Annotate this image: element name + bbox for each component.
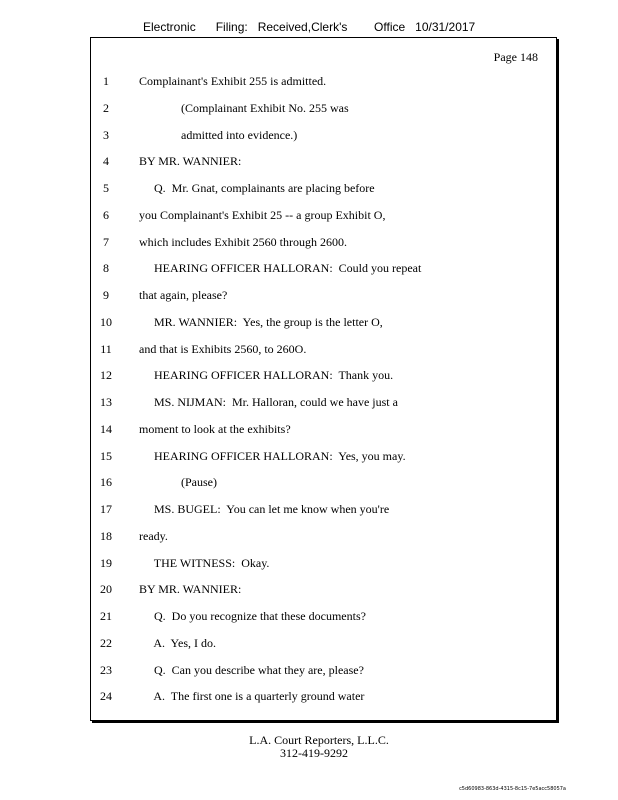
line-text: Q. Do you recognize that these documents? — [139, 609, 366, 623]
line-text: HEARING OFFICER HALLORAN: Could you repeat — [139, 261, 422, 276]
line-text: A. Yes, I do. — [139, 635, 217, 650]
line-text: admitted into evidence.) — [139, 127, 298, 142]
transcript-line — [0, 636, 618, 650]
line-number: 17 — [100, 502, 112, 516]
document-id: c5d60983-863d-4315-8c15-7e5acc58057a — [459, 786, 566, 792]
transcript-line — [0, 342, 618, 356]
transcript-line — [0, 154, 618, 168]
transcript-line — [0, 261, 618, 275]
transcript-line — [0, 422, 618, 436]
line-text: A. The first one is a quarterly ground water — [139, 689, 365, 704]
line-number: 13 — [100, 395, 112, 409]
transcript-line — [0, 582, 618, 596]
transcript-line — [0, 208, 618, 222]
line-number: 5 — [103, 181, 109, 195]
line-number: 18 — [100, 528, 112, 543]
transcript-line — [0, 101, 618, 115]
line-number: 1 — [103, 74, 109, 88]
line-text: moment to look at the exhibits? — [139, 421, 291, 436]
line-number: 20 — [100, 582, 112, 597]
line-text: BY MR. WANNIER: — [139, 154, 242, 169]
line-text: HEARING OFFICER HALLORAN: Thank you. — [139, 368, 394, 383]
line-text: Q. Can you describe what they are, please? — [139, 662, 364, 677]
line-number: 7 — [103, 234, 109, 249]
electronic-filing-header: Electronic Filing: Received,Clerk's Office 10/31/2017 — [143, 20, 476, 34]
line-number: 22 — [100, 635, 112, 650]
line-number: 19 — [100, 555, 112, 570]
transcript-line — [0, 395, 618, 409]
line-number: 10 — [100, 314, 112, 329]
line-number: 15 — [100, 448, 112, 463]
line-number: 21 — [100, 609, 112, 623]
transcript-line — [0, 74, 618, 88]
transcript-line — [0, 449, 618, 463]
court-reporter-phone: 312-419-9292 — [280, 746, 348, 760]
transcript-line — [0, 689, 618, 703]
line-number: 4 — [103, 154, 109, 169]
transcript-line — [0, 556, 618, 570]
line-text: and that is Exhibits 2560, to 260O. — [139, 341, 307, 356]
line-number: 16 — [100, 475, 112, 490]
line-text: ready. — [139, 528, 168, 543]
line-number: 9 — [103, 288, 109, 302]
line-number: 6 — [103, 207, 109, 222]
transcript-line — [0, 368, 618, 382]
line-text: that again, please? — [139, 288, 228, 302]
court-reporter-name: L.A. Court Reporters, L.L.C. — [249, 733, 389, 747]
line-text: MR. WANNIER: Yes, the group is the letter O, — [139, 314, 383, 329]
transcript-line — [0, 502, 618, 516]
line-text: Q. Mr. Gnat, complainants are placing before — [139, 181, 375, 195]
transcript-line — [0, 609, 618, 623]
page-number: Page 148 — [493, 50, 538, 64]
transcript-line — [0, 663, 618, 677]
line-text: THE WITNESS: Okay. — [139, 555, 270, 570]
line-text: Complainant's Exhibit 255 is admitted. — [139, 74, 327, 88]
line-text: HEARING OFFICER HALLORAN: Yes, you may. — [139, 448, 406, 463]
line-number: 12 — [100, 368, 112, 383]
line-number: 8 — [103, 261, 109, 276]
transcript-line — [0, 128, 618, 142]
transcript-line — [0, 288, 618, 302]
transcript-line — [0, 235, 618, 249]
line-text: (Complainant Exhibit No. 255 was — [139, 100, 349, 115]
line-text: BY MR. WANNIER: — [139, 582, 242, 597]
line-text: which includes Exhibit 2560 through 2600. — [139, 234, 347, 249]
line-number: 11 — [100, 341, 112, 356]
line-text: you Complainant's Exhibit 25 -- a group Exhibit O, — [139, 207, 386, 222]
line-number: 2 — [103, 100, 109, 115]
line-number: 24 — [100, 689, 112, 704]
transcript-line — [0, 475, 618, 489]
transcript-line — [0, 181, 618, 195]
line-text: (Pause) — [139, 475, 217, 490]
line-number: 23 — [100, 662, 112, 677]
transcript-line — [0, 529, 618, 543]
line-number: 3 — [103, 127, 109, 142]
line-text: MS. NIJMAN: Mr. Halloran, could we have just a — [139, 395, 398, 409]
line-number: 14 — [100, 421, 112, 436]
line-text: MS. BUGEL: You can let me know when you're — [139, 502, 390, 516]
transcript-line — [0, 315, 618, 329]
